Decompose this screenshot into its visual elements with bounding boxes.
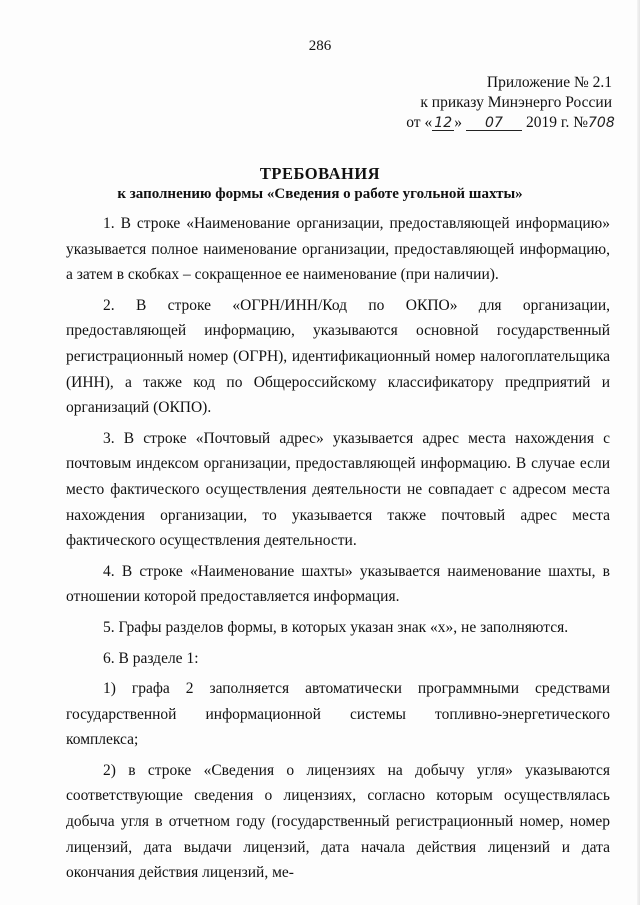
paragraph-5: 5. Графы разделов формы, в которых указан знак «х», не заполняются. — [103, 618, 569, 636]
handwritten-day: 12 — [432, 116, 454, 131]
paragraph-6-2: 2) в строке «Сведения о лицензиях на добычу угля» указываются соответствующие сведения о лицензиях, согласно которым осуществлялась добыча угля в отчетном году (государственный регистрационный номер, номер лицензий, дата выдачи лицензий, дата начала действия лицензий и дата окончания действия лицензий, ме- — [66, 761, 610, 882]
appendix-order-reference: к приказу Минэнерго России — [420, 94, 612, 111]
paragraph-2: 2. В строке «ОГРН/ИНН/Код по ОКПО» для организации, предоставляющей информацию, указываются основной государственный регистрационный номер (ОГРН), идентификационный номер налогоплательщика (ИНН), а также код по Общероссийскому классификатору предприятий и организаций (ОКПО). — [66, 296, 610, 417]
page-number: 286 — [308, 38, 332, 54]
appendix-title: Приложение № 2.1 — [486, 74, 612, 91]
paragraph-1: 1. В строке «Наименование организации, предоставляющей информацию» указывается полное наименование организации, предоставляющей информацию, а затем в скобках – сокращенное ее наименование (при наличии). — [66, 215, 610, 284]
body-text — [66, 211, 610, 891]
handwritten-order-number: 708 — [588, 115, 615, 131]
paragraph-3: 3. В строке «Почтовый адрес» указывается адрес места нахождения с почтовым индексом организации, предоставляющей информацию. В случае если место фактического осуществления деятельности не совпадает с адресом места нахождения организации, то указывается также почтовый адрес места фактического осуществления деятельности. — [66, 429, 610, 550]
title-block — [0, 164, 640, 204]
appendix-date-line — [406, 113, 615, 133]
paragraph-4: 4. В строке «Наименование шахты» указывается наименование шахты, в отношении которой предоставляется информация. — [66, 562, 610, 606]
paragraph-6: 6. В разделе 1: — [103, 649, 199, 667]
document-title: ТРЕБОВАНИЯ — [259, 164, 381, 183]
appendix-header — [406, 73, 615, 133]
date-year: 2019 г. № — [525, 114, 588, 131]
date-mid: » — [454, 114, 462, 131]
handwritten-month: 07 — [466, 116, 522, 131]
date-prefix: от « — [406, 114, 433, 131]
document-subtitle: к заполнению формы «Сведения о работе угольной шахты» — [117, 186, 523, 202]
paragraph-6-1: 1) графа 2 заполняется автоматически программными средствами государственной информационной системы топливно-энергетического комплекса; — [66, 680, 610, 749]
